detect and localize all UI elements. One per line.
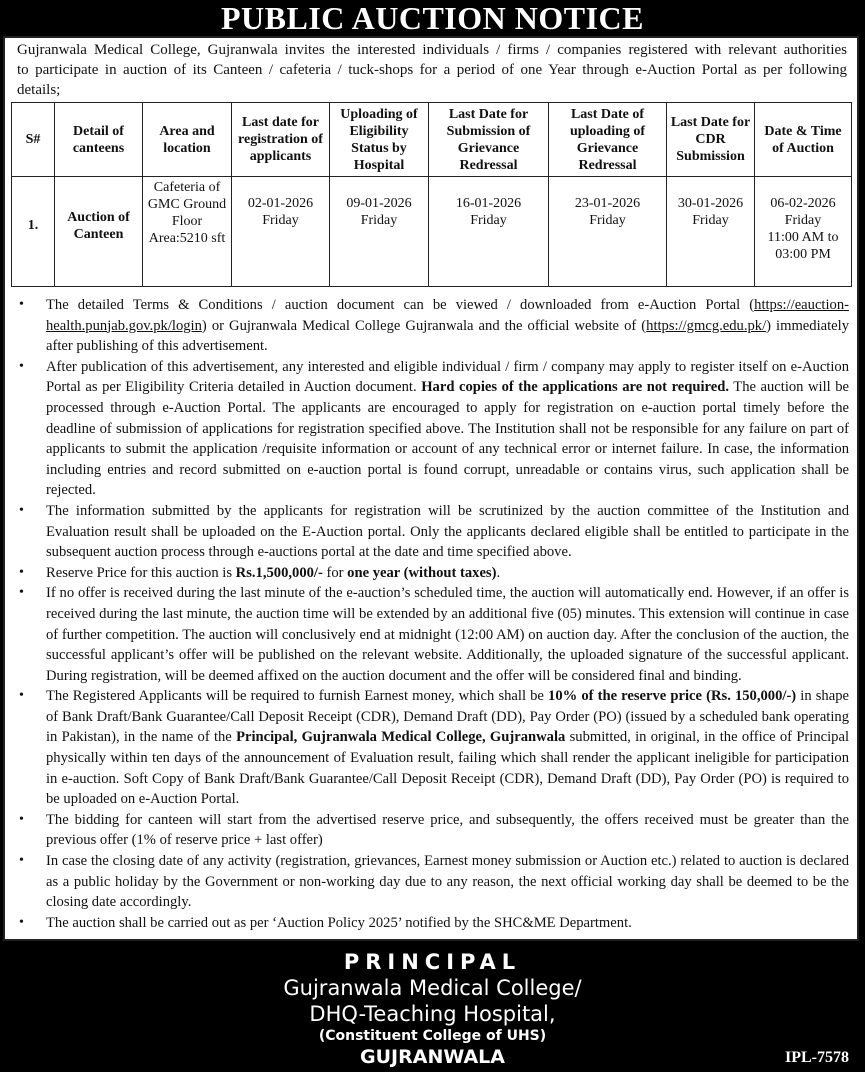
day-text: Friday bbox=[262, 213, 299, 228]
bullet-icon: • bbox=[19, 358, 24, 374]
bullet-icon: • bbox=[19, 502, 24, 518]
cell-registration bbox=[232, 177, 330, 287]
term-text-segment: Reserve Price for this auction is bbox=[46, 564, 236, 581]
cell-detail: Auction of Canteen bbox=[55, 177, 143, 287]
term-item bbox=[5, 357, 849, 501]
cell-location: Cafeteria of GMC Ground Floor Area:5210 sft bbox=[143, 177, 232, 287]
header-grievance-submission: Last Date for Submission of Grievance Redressal bbox=[429, 103, 549, 177]
day-text: Friday bbox=[692, 213, 729, 228]
intro-paragraph bbox=[17, 40, 847, 100]
term-text-segment: in shape of Bank Draft/Bank Guarantee/Call Deposit Receipt (CDR), Demand Draft (DD), Pay Order (PO) (issued by a scheduled bank operating in Pakistan), in the name of the bbox=[46, 688, 849, 746]
emphasis-text: one year (without taxes) bbox=[347, 564, 497, 581]
reference-code: IPL-7578 bbox=[785, 1049, 849, 1067]
notice-title: PUBLIC AUCTION NOTICE bbox=[220, 0, 644, 36]
emphasis-text: Hard copies of the applications are not required. bbox=[421, 379, 730, 396]
bullet-icon: • bbox=[19, 811, 24, 827]
header-auction-time: Date & Time of Auction bbox=[755, 103, 852, 177]
header-location: Area and location bbox=[143, 103, 232, 177]
header-registration: Last date for registration of applicants bbox=[232, 103, 330, 177]
affiliation-text: (Constituent College of UHS) bbox=[318, 1028, 547, 1045]
term-text-segment: In case the closing date of any activity (registration, grievances, Earnest money submission or Auction etc.) related to auction is declared as a public holiday by the Government or non-working day due to any reason, the next official working day shall be deemed to be the closing date accordingly. bbox=[46, 853, 849, 911]
term-text-segment: submitted, in original, in the office of Principal physically within ten days of the announcement of Evaluation result, failing which shall render the applicant ineligible for participation in e-auction. Soft Copy of Bank Draft/Bank Guarantee/Call Deposit Receipt (CDR), Demand Draft (DD), Pay Order (PO) is required to be uploaded on e-Auction Portal. bbox=[46, 729, 850, 808]
cell-grievance-upload bbox=[549, 177, 667, 287]
cell-grievance-submission bbox=[429, 177, 549, 287]
header-grievance-upload: Last Date of uploading of Grievance Redressal bbox=[549, 103, 667, 177]
day-text: Friday bbox=[360, 213, 398, 228]
header-cdr: Last Date for CDR Submission bbox=[667, 103, 755, 177]
time-start-text: 11:00 AM to bbox=[767, 230, 839, 245]
date-text: 30-01-2026 bbox=[677, 196, 744, 211]
emphasis-text: 10% of the reserve price (Rs. 150,000/-) bbox=[548, 688, 797, 705]
term-item bbox=[5, 501, 849, 563]
notice-title-banner bbox=[0, 0, 865, 36]
emphasis-text: Rs.1,500,000/- bbox=[235, 564, 323, 581]
cell-eligibility bbox=[330, 177, 429, 287]
term-item bbox=[5, 583, 849, 686]
intro-line: Gujranwala Medical College, Gujranwala invites the interested individuals / firms / companies registered with relevant authorities bbox=[17, 42, 847, 58]
term-text-segment: The information submitted by the applicants for registration will be scrutinized by the auction committee of the Institution and Evaluation result shall be uploaded on the E-Auction portal. Only the applicants declared eligible shall be entitled to participate in the subsequent auction process through e-auctions portal at the date and time specified above. bbox=[46, 502, 849, 561]
term-text bbox=[46, 563, 849, 584]
term-text bbox=[46, 583, 849, 686]
signature-block bbox=[0, 941, 865, 1072]
header-detail: Detail of canteens bbox=[55, 103, 143, 177]
term-text bbox=[46, 913, 849, 934]
bullet-icon: • bbox=[19, 853, 24, 869]
intro-line: details; bbox=[17, 82, 61, 98]
term-item bbox=[5, 295, 849, 357]
term-text-segment: After publication of this advertisement, any interested and eligible individual / firm / company may apply to register itself on e-Auction Portal as per Eligibility Criteria detailed in Auction document. bbox=[46, 358, 849, 396]
term-text bbox=[46, 295, 849, 357]
cell-cdr bbox=[667, 177, 755, 287]
url-link[interactable]: https://eauction-health.punjab.gov.pk/login bbox=[46, 297, 849, 334]
date-text: 09-01-2026 bbox=[346, 196, 412, 211]
term-text-segment: The bidding for canteen will start from the advertised reserve price, and subsequently, the offers received must be greater than the previous offer (1% of reserve price + last offer) bbox=[46, 811, 849, 849]
terms-list bbox=[5, 295, 857, 933]
cell-serial: 1. bbox=[12, 177, 55, 287]
term-item bbox=[5, 851, 849, 913]
notice-body bbox=[3, 36, 859, 941]
intro-line: to participate in auction of its Canteen / cafeteria / tuck-shops for a period of one Year through e-Auction Portal as per following bbox=[17, 62, 847, 78]
schedule-table bbox=[11, 102, 852, 287]
url-link[interactable]: https://gmcg.edu.pk/ bbox=[646, 317, 767, 334]
term-text bbox=[46, 810, 849, 851]
bullet-icon: • bbox=[19, 688, 24, 704]
signatory-title: PRINCIPAL bbox=[343, 950, 522, 975]
term-text-segment: for bbox=[322, 564, 348, 581]
term-text-segment: The auction shall be carried out as per ‘Auction Policy 2025’ notified by the SHC&ME Department. bbox=[46, 914, 632, 931]
college-name: Gujranwala Medical College/ bbox=[283, 976, 582, 1001]
term-item bbox=[5, 563, 849, 584]
cell-auction-time bbox=[755, 177, 852, 287]
emphasis-text: Principal, Gujranwala Medical College, Gujranwala bbox=[236, 729, 566, 746]
date-text: 02-01-2026 bbox=[247, 196, 314, 211]
date-text: 16-01-2026 bbox=[455, 196, 522, 211]
term-text-segment: The auction will be processed through e-Auction Portal. The applicants are encouraged to apply for registration on e-auction portal timely before the deadline of submission of applications for registration specified above. The Institution shall not be responsible for any failure on part of applicants to submit the application /requisite information or account of any technical error or internet failure. In case, the information including entries and record submitted on e-auction portal is found corrupt, unreadable or contains virus, such application shall be rejected. bbox=[46, 379, 850, 499]
term-item bbox=[5, 810, 849, 851]
hospital-name: DHQ-Teaching Hospital, bbox=[309, 1002, 556, 1027]
time-end-text: 03:00 PM bbox=[775, 247, 831, 262]
term-text bbox=[46, 357, 849, 501]
bullet-icon: • bbox=[19, 914, 24, 930]
term-text-segment: ) or Gujranwala Medical College Gujranwala and the official website of ( bbox=[201, 317, 647, 334]
day-text: Friday bbox=[470, 213, 507, 228]
day-text: Friday bbox=[589, 213, 626, 228]
term-text bbox=[46, 501, 849, 563]
date-text: 23-01-2026 bbox=[574, 196, 641, 211]
table-row bbox=[12, 177, 852, 287]
term-text bbox=[46, 686, 849, 810]
bullet-icon: • bbox=[19, 585, 24, 601]
table-header-row bbox=[12, 103, 852, 177]
term-text-segment: The detailed Terms & Conditions / auction document can be viewed / downloaded from e-Auction Portal ( bbox=[46, 297, 755, 313]
term-text-segment: . bbox=[496, 564, 501, 581]
header-serial: S# bbox=[12, 103, 55, 177]
header-eligibility: Uploading of Eligibility Status by Hospital bbox=[330, 103, 429, 177]
term-text-segment: If no offer is received during the last minute of the e-auction’s scheduled time, the auction will automatically end. However, if an offer is received during the last minute, the auction time will be extended by an additional five (05) minutes. This extension will continue in case of further competition. The auction will conclusively end at midnight (12:00 AM) on auction day. After the conclusion of the auction, the successful applicant’s offer will be published on the relevant website. Additionally, the uploaded signature of the successful applicant. During registration, will be deemed affixed on the auction document and the offer will be considered final and binding. bbox=[46, 585, 849, 684]
bullet-icon: • bbox=[19, 297, 24, 312]
term-text-segment: The Registered Applicants will be required to furnish Earnest money, which shall be bbox=[46, 688, 549, 705]
term-text-segment: ) immediately after publishing of this advertisement. bbox=[46, 317, 849, 355]
city-name: GUJRANWALA bbox=[360, 1046, 505, 1069]
bullet-icon: • bbox=[19, 564, 24, 580]
term-item bbox=[5, 913, 849, 934]
term-item bbox=[5, 686, 849, 810]
term-text bbox=[46, 851, 849, 913]
day-text: Friday bbox=[784, 213, 822, 228]
date-text: 06-02-2026 bbox=[770, 196, 836, 211]
